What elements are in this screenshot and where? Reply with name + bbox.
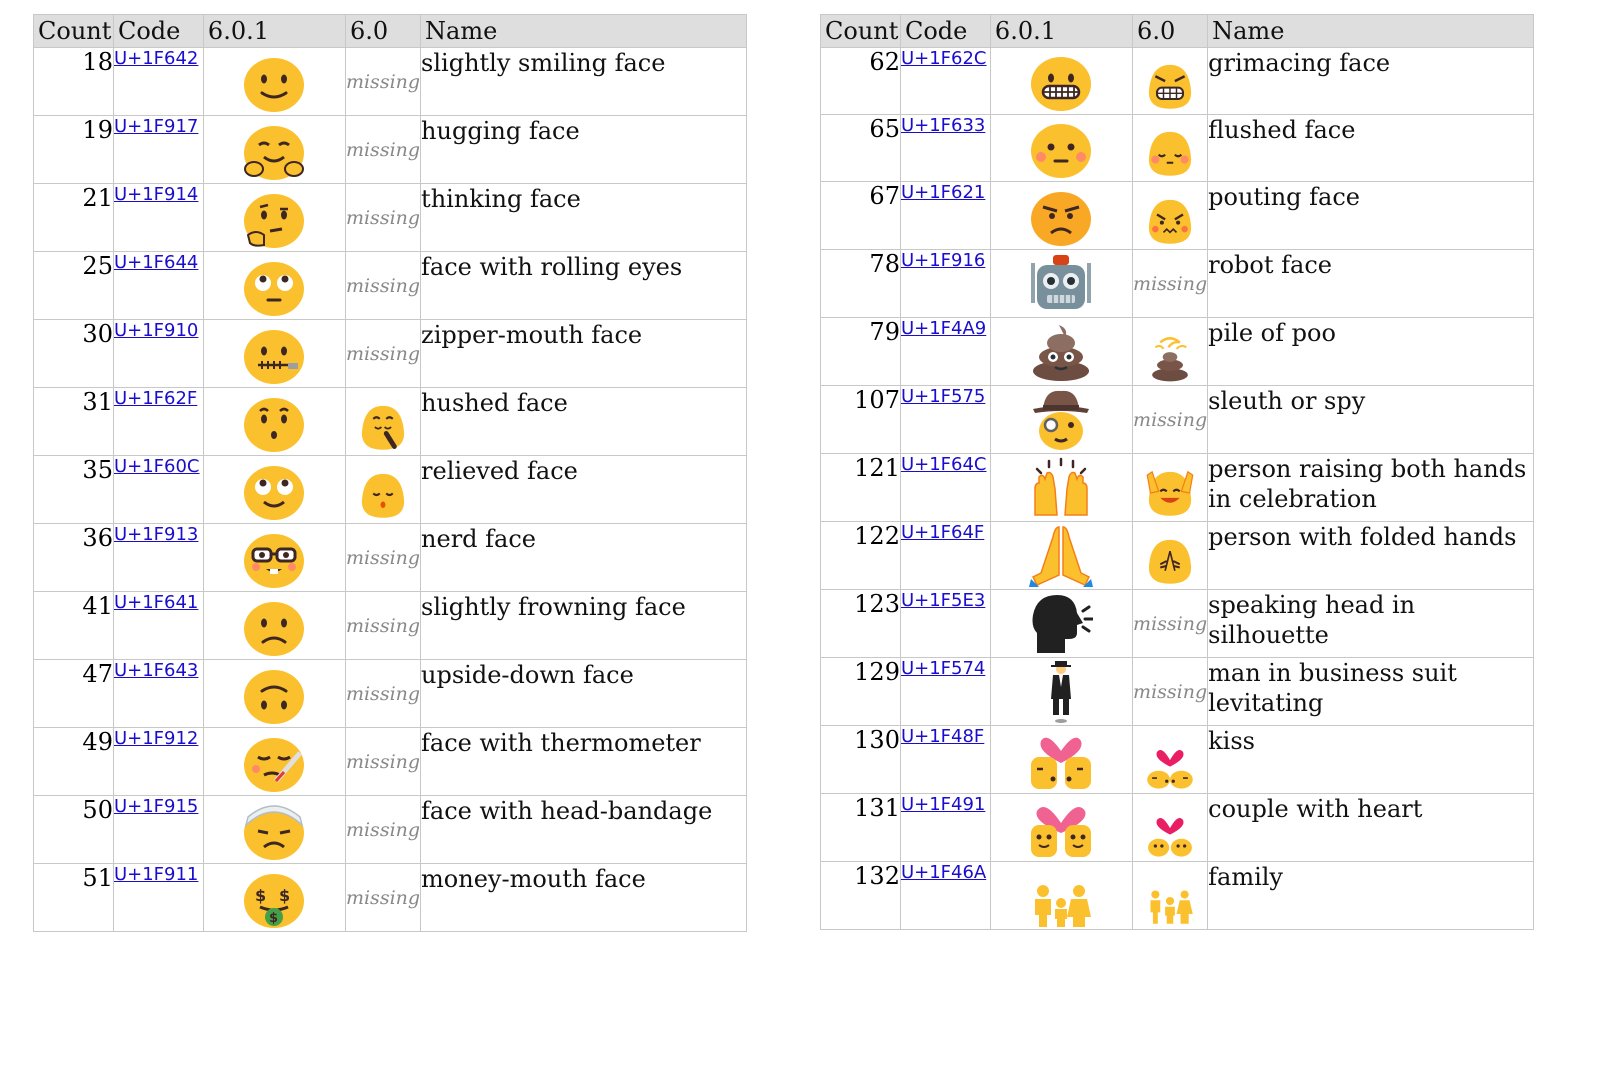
count-cell: 131 [821,794,901,862]
table-row [34,796,747,864]
slightly-smiling-face-icon [242,49,306,113]
emoji-name-cell: sleuth or spy [1208,386,1534,454]
couple-with-heart-icon [1029,795,1093,859]
emoji-60-missing-cell [345,252,420,320]
code-cell [900,862,990,930]
emoji-601-cell [203,864,345,932]
count-cell: 35 [34,456,114,524]
table-row [34,48,747,116]
code-link[interactable]: U+1F491 [900,794,986,815]
emoji-name-cell: face with rolling eyes [421,252,747,320]
code-cell [900,658,990,726]
missing-label: missing [345,274,421,297]
emoji-601-cell [990,862,1132,930]
count-cell: 65 [821,115,901,182]
zipper-mouth-face-icon [242,321,306,385]
emoji-60-missing-cell [1133,386,1208,454]
table-row [34,252,747,320]
emoji-601-cell [990,658,1132,726]
count-header: Count [34,15,114,48]
missing-label: missing [345,206,421,229]
code-link[interactable]: U+1F62C [900,48,987,69]
code-link[interactable]: U+1F46A [900,862,987,883]
table-row [34,864,747,932]
emoji-name-cell: pouting face [1208,182,1534,250]
table-row [34,660,747,728]
emoji-601-cell [203,388,345,456]
emoji-60-missing-cell [345,48,420,116]
name-header: Name [1208,15,1534,48]
head-bandage-face-icon [242,797,306,861]
emoji-name-cell: relieved face [421,456,747,524]
table-header-row [821,15,1534,48]
table-row [821,250,1534,318]
code-cell [113,592,203,660]
emoji-60-missing-cell [345,116,420,184]
table-row [34,388,747,456]
emoji-name-cell: slightly frowning face [421,592,747,660]
emoji-60-missing-cell [345,660,420,728]
emoji-name-cell: face with head-bandage [421,796,747,864]
count-cell: 30 [34,320,114,388]
thinking-face-icon [242,185,306,249]
code-cell [113,864,203,932]
hushed-face-icon [242,389,306,453]
emoji-60-cell [1133,862,1208,930]
emoji-601-cell [203,796,345,864]
emoji-60-cell [1133,48,1208,115]
grimacing-face-old-icon [1144,60,1196,112]
missing-label: missing [345,342,421,365]
count-cell: 36 [34,524,114,592]
emoji-601-cell [990,794,1132,862]
code-cell [113,48,203,116]
missing-label: missing [345,138,421,161]
thermometer-face-icon [242,729,306,793]
count-cell: 79 [821,318,901,386]
hushed-face-old-icon [357,401,409,453]
missing-label: missing [345,682,421,705]
count-cell: 50 [34,796,114,864]
table-row [821,522,1534,590]
code-link[interactable]: U+1F64F [900,522,985,543]
code-cell [900,48,990,115]
code-link[interactable]: U+1F621 [900,182,986,203]
money-mouth-face-icon [242,865,306,929]
folded-hands-icon [1029,523,1093,587]
emoji-60-missing-cell [345,524,420,592]
emoji-60-missing-cell [1133,250,1208,318]
emoji-601-cell [203,184,345,252]
code-link[interactable]: U+1F910 [113,320,199,341]
raising-hands-old-icon [1144,467,1196,519]
code-cell [900,794,990,862]
emoji-name-cell: upside-down face [421,660,747,728]
emoji-601-cell [203,592,345,660]
emoji-name-cell: nerd face [421,524,747,592]
count-cell: 51 [34,864,114,932]
count-cell: 123 [821,590,901,658]
code-link[interactable]: U+1F48F [900,726,985,747]
emoji-601-cell [203,252,345,320]
count-cell: 130 [821,726,901,794]
code-cell [900,318,990,386]
code-cell [113,456,203,524]
flushed-face-icon [1029,115,1093,179]
table-row [34,524,747,592]
emoji-601-cell [990,48,1132,115]
emoji-name-cell: person raising both hands in celebration [1208,454,1534,522]
family-old-icon [1144,875,1196,927]
emoji-601-cell [990,250,1132,318]
raising-hands-icon [1029,455,1093,519]
count-cell: 18 [34,48,114,116]
emoji-601-cell [990,115,1132,182]
count-header: Count [821,15,901,48]
emoji-601-cell [203,48,345,116]
sleuth-icon [1029,387,1093,451]
code-link[interactable]: U+1F60C [113,456,200,477]
code-link[interactable]: U+1F914 [113,184,199,205]
couple-with-heart-old-icon [1144,807,1196,859]
hugging-face-icon [242,117,306,181]
emoji-name-cell: family [1208,862,1534,930]
emoji-60-cell [1133,318,1208,386]
code-cell [900,115,990,182]
rolling-eyes-face-icon [242,253,306,317]
count-cell: 21 [34,184,114,252]
emoji-60-missing-cell [345,728,420,796]
table-row [821,48,1534,115]
table-row [821,658,1534,726]
code-cell [900,250,990,318]
pile-of-poo-icon [1029,319,1093,383]
table-row [34,116,747,184]
code-header: Code [113,15,203,48]
code-link[interactable]: U+1F915 [113,796,199,817]
code-link[interactable]: U+1F633 [900,115,986,136]
emoji-601-cell [203,728,345,796]
count-cell: 122 [821,522,901,590]
code-link[interactable]: U+1F641 [113,592,199,613]
version-601-header: 6.0.1 [203,15,345,48]
code-cell [900,386,990,454]
table-row [821,115,1534,182]
pouting-face-icon [1029,183,1093,247]
code-link[interactable]: U+1F575 [900,386,986,407]
emoji-name-cell: kiss [1208,726,1534,794]
code-cell [113,660,203,728]
emoji-601-cell [203,320,345,388]
pile-of-poo-old-icon [1144,331,1196,383]
emoji-table-right [820,14,1534,930]
count-cell: 47 [34,660,114,728]
speaking-head-icon [1029,591,1093,655]
relieved-face-old-icon [357,469,409,521]
levitating-man-icon [1029,659,1093,723]
emoji-name-cell: grimacing face [1208,48,1534,115]
nerd-face-icon [242,525,306,589]
kiss-icon [1029,727,1093,791]
emoji-60-missing-cell [1133,590,1208,658]
count-cell: 121 [821,454,901,522]
missing-label: missing [1133,272,1208,295]
emoji-name-cell: flushed face [1208,115,1534,182]
svg-text:$: $ [279,886,291,905]
table-row [34,592,747,660]
code-cell [113,184,203,252]
code-link[interactable]: U+1F911 [113,864,199,885]
emoji-name-cell: speaking head in silhouette [1208,590,1534,658]
count-cell: 41 [34,592,114,660]
emoji-60-missing-cell [1133,658,1208,726]
emoji-601-cell [990,522,1132,590]
code-link[interactable]: U+1F917 [113,116,199,137]
kiss-old-icon [1144,739,1196,791]
count-cell: 67 [821,182,901,250]
code-cell [900,522,990,590]
robot-face-icon [1029,251,1093,315]
code-cell [113,388,203,456]
emoji-name-cell: face with thermometer [421,728,747,796]
emoji-name-cell: slightly smiling face [421,48,747,116]
pouting-face-old-icon [1144,195,1196,247]
table-row [821,318,1534,386]
emoji-601-cell [203,524,345,592]
table-row [821,726,1534,794]
emoji-601-cell [990,590,1132,658]
code-cell [900,590,990,658]
code-cell [900,182,990,250]
emoji-name-cell: robot face [1208,250,1534,318]
missing-label: missing [345,750,421,773]
code-header: Code [900,15,990,48]
svg-text:$: $ [269,911,279,926]
missing-label: missing [345,546,421,569]
version-601-header: 6.0.1 [990,15,1132,48]
code-cell [113,116,203,184]
code-link[interactable]: U+1F5E3 [900,590,986,611]
emoji-table-left [33,14,747,932]
code-link[interactable]: U+1F643 [113,660,199,681]
count-cell: 31 [34,388,114,456]
emoji-60-cell [1133,726,1208,794]
emoji-60-missing-cell [345,184,420,252]
emoji-60-cell [1133,454,1208,522]
table-row [821,386,1534,454]
emoji-601-cell [990,454,1132,522]
table-row [34,728,747,796]
count-cell: 107 [821,386,901,454]
table-row [34,184,747,252]
table-row [821,590,1534,658]
emoji-60-missing-cell [345,320,420,388]
upside-down-face-icon [242,661,306,725]
emoji-60-missing-cell [345,592,420,660]
emoji-601-cell [990,318,1132,386]
code-cell [113,252,203,320]
table-row [821,182,1534,250]
slightly-frowning-face-icon [242,593,306,657]
code-link[interactable]: U+1F912 [113,728,199,749]
code-link[interactable]: U+1F916 [900,250,986,271]
count-cell: 129 [821,658,901,726]
name-header: Name [421,15,747,48]
emoji-name-cell: money-mouth face [421,864,747,932]
missing-label: missing [345,886,421,909]
code-link[interactable]: U+1F62F [113,388,198,409]
code-link[interactable]: U+1F574 [900,658,986,679]
family-icon [1029,863,1093,927]
emoji-60-cell [345,388,420,456]
emoji-601-cell [203,456,345,524]
code-cell [113,524,203,592]
count-cell: 132 [821,862,901,930]
code-link[interactable]: U+1F913 [113,524,199,545]
emoji-60-missing-cell [345,796,420,864]
emoji-60-missing-cell [345,864,420,932]
emoji-name-cell: hugging face [421,116,747,184]
table-row [34,320,747,388]
emoji-60-cell [1133,115,1208,182]
code-cell [113,728,203,796]
missing-label: missing [1133,680,1208,703]
emoji-name-cell: person with folded hands [1208,522,1534,590]
emoji-601-cell [203,660,345,728]
emoji-name-cell: hushed face [421,388,747,456]
count-cell: 25 [34,252,114,320]
missing-label: missing [345,818,421,841]
svg-text:$: $ [255,886,267,905]
code-cell [113,796,203,864]
missing-label: missing [345,614,421,637]
table-row [821,862,1534,930]
code-link[interactable]: U+1F4A9 [900,318,987,339]
version-60-header: 6.0 [345,15,420,48]
emoji-60-cell [1133,182,1208,250]
count-cell: 19 [34,116,114,184]
count-cell: 78 [821,250,901,318]
table-header-row [34,15,747,48]
missing-label: missing [1133,612,1208,635]
emoji-60-cell [1133,794,1208,862]
missing-label: missing [345,70,421,93]
emoji-name-cell: zipper-mouth face [421,320,747,388]
table-row [821,794,1534,862]
emoji-601-cell [990,726,1132,794]
code-link[interactable]: U+1F64C [900,454,987,475]
relieved-face-icon [242,457,306,521]
emoji-name-cell: thinking face [421,184,747,252]
code-cell [900,454,990,522]
folded-hands-old-icon [1144,535,1196,587]
table-row [34,456,747,524]
missing-label: missing [1133,408,1208,431]
emoji-name-cell: couple with heart [1208,794,1534,862]
code-cell [900,726,990,794]
code-cell [113,320,203,388]
emoji-601-cell [990,182,1132,250]
count-cell: 49 [34,728,114,796]
emoji-60-cell [345,456,420,524]
emoji-601-cell [203,116,345,184]
grimacing-face-icon [1029,48,1093,112]
flushed-face-old-icon [1144,127,1196,179]
code-link[interactable]: U+1F644 [113,252,199,273]
code-link[interactable]: U+1F642 [113,48,199,69]
table-row [821,454,1534,522]
count-cell: 62 [821,48,901,115]
emoji-name-cell: pile of poo [1208,318,1534,386]
version-60-header: 6.0 [1133,15,1208,48]
emoji-601-cell [990,386,1132,454]
emoji-60-cell [1133,522,1208,590]
emoji-name-cell: man in business suit levitating [1208,658,1534,726]
